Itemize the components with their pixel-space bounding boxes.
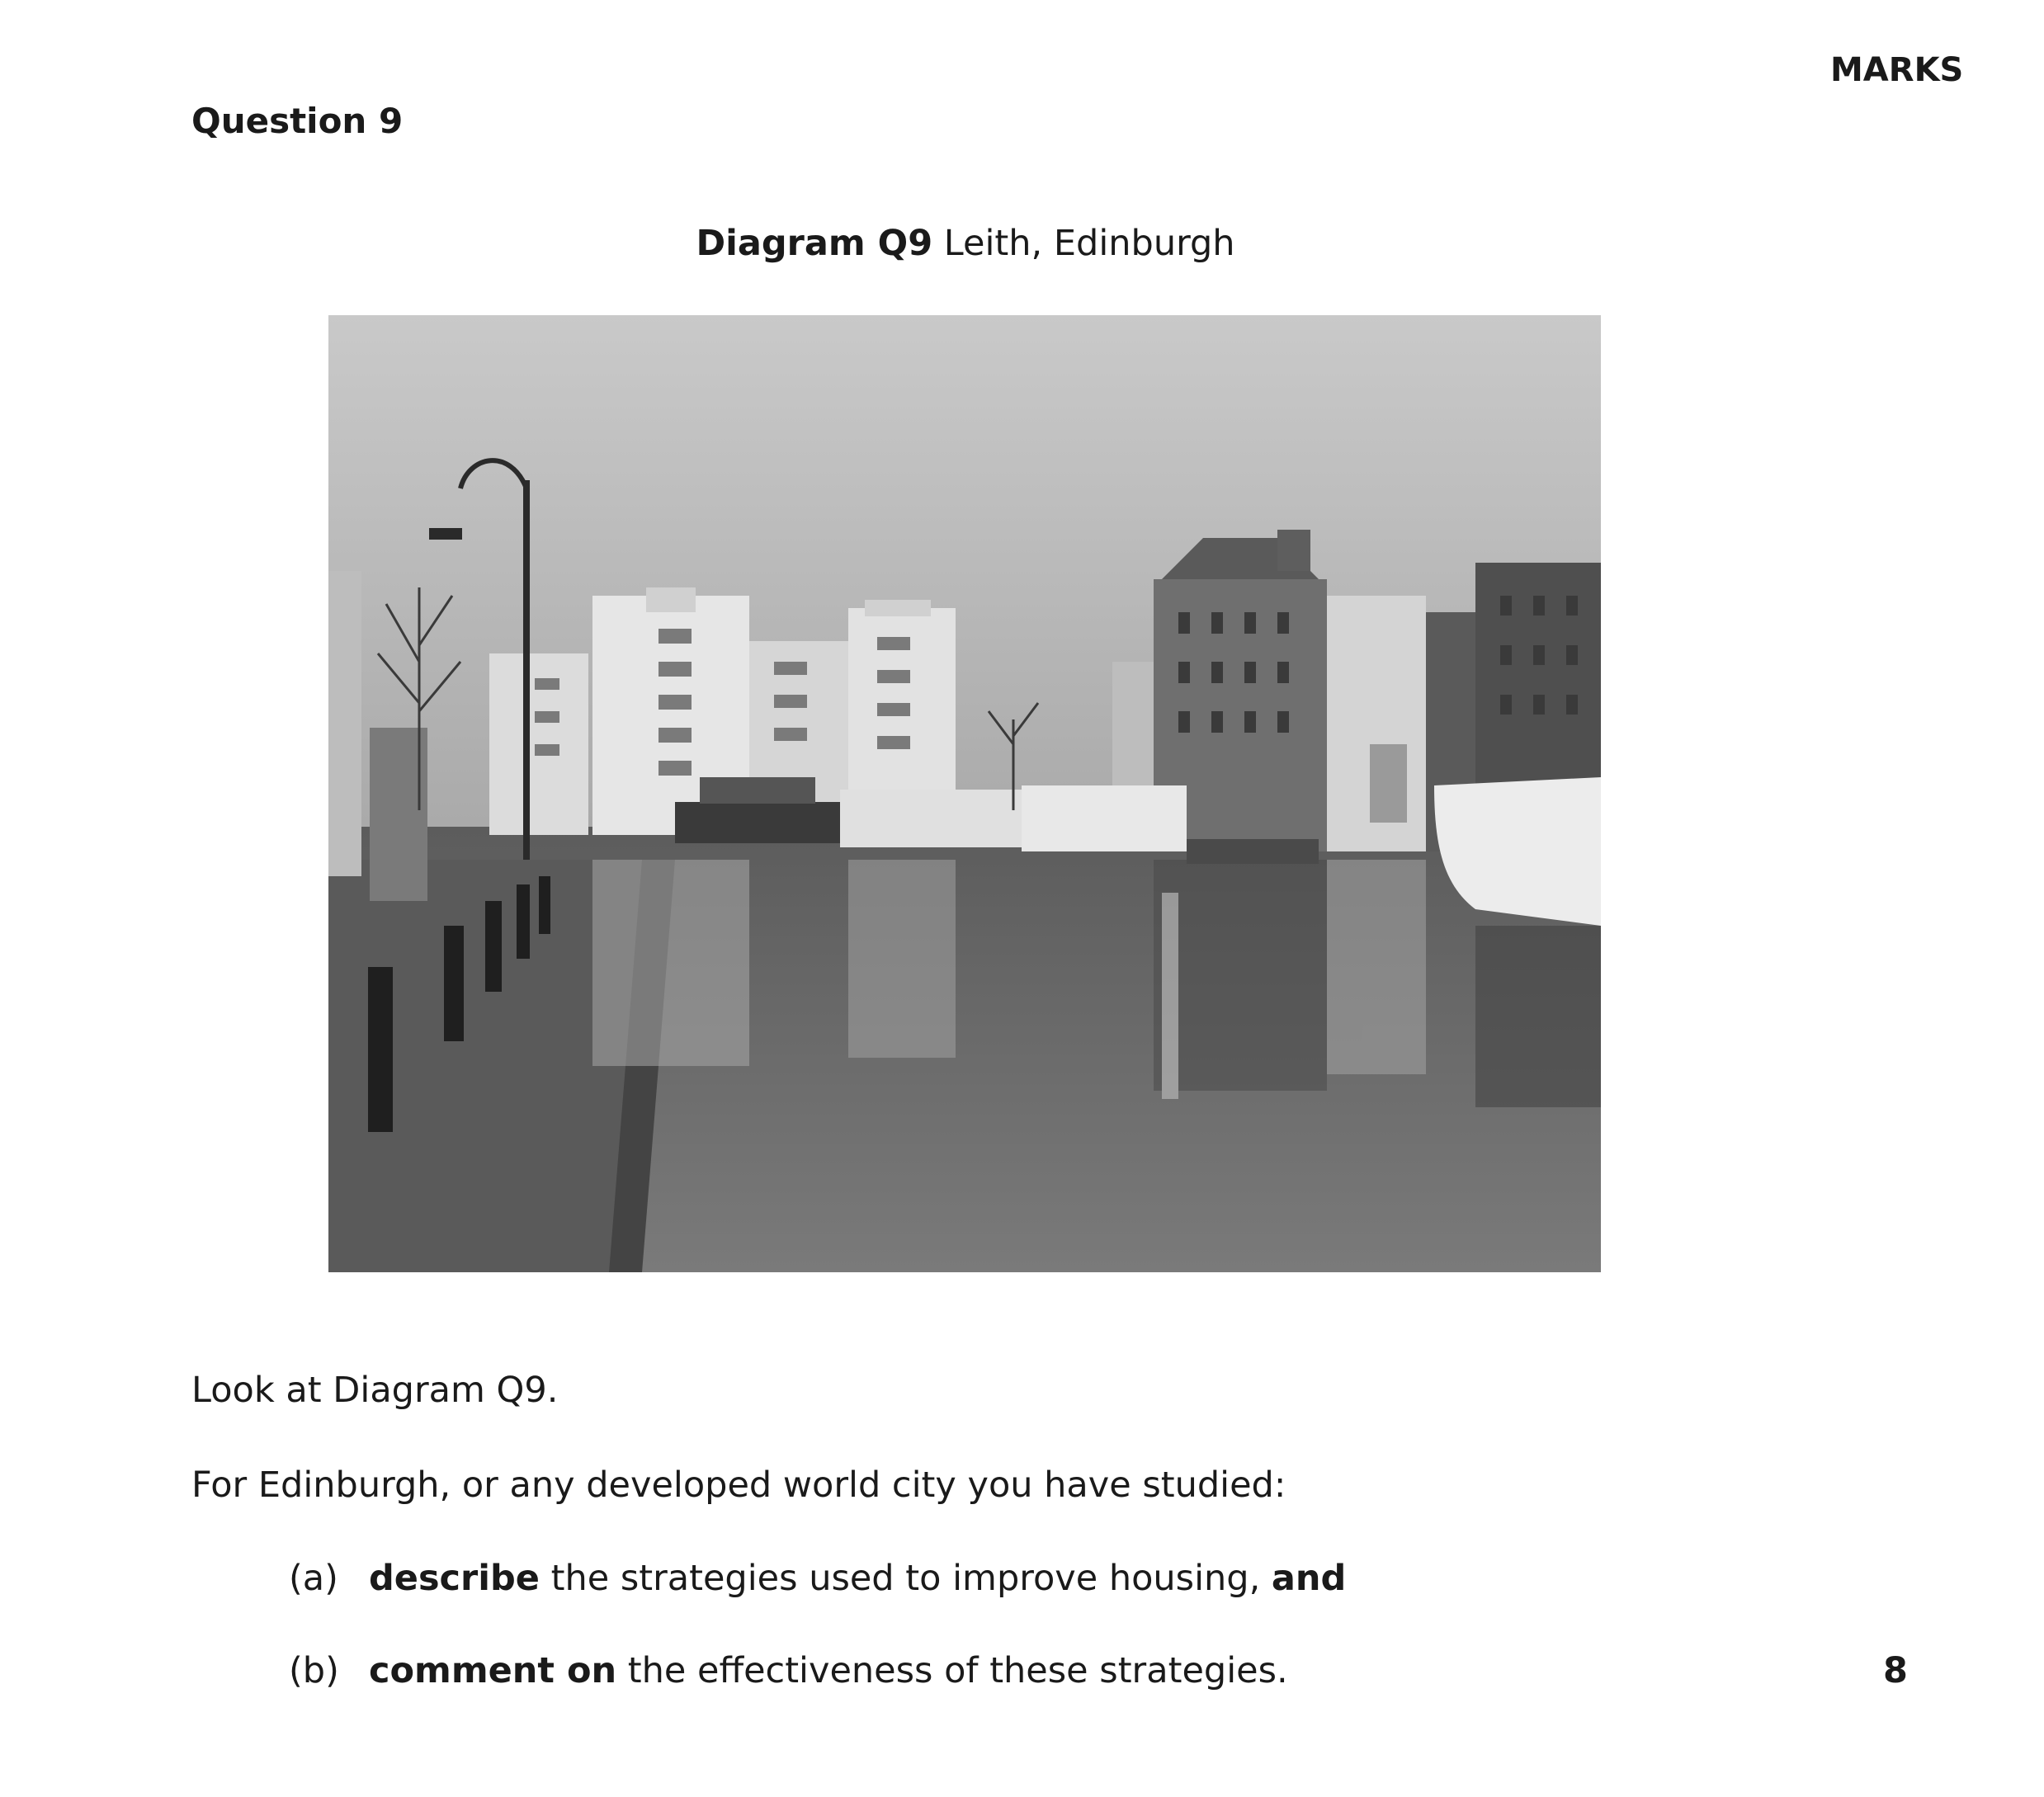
instruction-text: Look at Diagram Q9. [191,1370,559,1411]
marks-value: 8 [1883,1650,1908,1691]
question-part-b [289,1650,1288,1691]
question-part-a [289,1558,1346,1599]
part-b-text: the effectiveness of these strategies. [616,1650,1288,1691]
part-a-connector: and [1271,1558,1347,1599]
diagram-caption-text: Leith, Edinburgh [932,223,1235,264]
diagram-caption [0,223,1931,264]
diagram-caption-label: Diagram Q9 [696,223,933,264]
part-b-command: comment on [369,1650,617,1691]
marks-heading: MARKS [1830,51,1964,89]
prompt-text: For Edinburgh, or any developed world city you have studied: [191,1464,1286,1506]
part-a-label: (a) [289,1558,338,1599]
leith-photo [328,315,1601,1272]
part-a-command: describe [369,1558,540,1599]
part-a-text: the strategies used to improve housing, [539,1558,1272,1599]
question-title: Question 9 [191,101,404,141]
part-b-label: (b) [289,1650,339,1691]
